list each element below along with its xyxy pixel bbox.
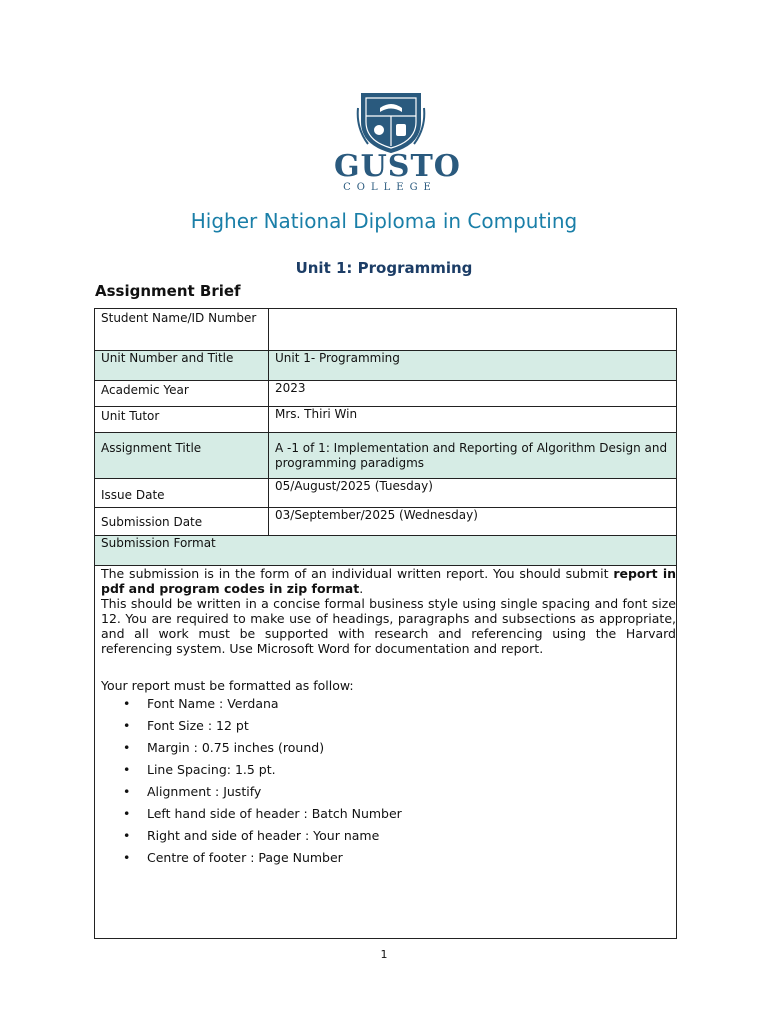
- format-label: Submission Format: [95, 536, 677, 566]
- student-label: Student Name/ID Number: [95, 309, 269, 351]
- table-row-unit: [95, 351, 677, 381]
- table-row-issue: [95, 479, 677, 508]
- bullet-icon: •: [123, 696, 131, 711]
- submission-paragraph-2: This should be written in a concise formal business style using single spacing and font size 12. You are required to make use of headings, paragraphs and subsections as appropriate, and all work must be supported with research and referencing using the Harvard referencing system. Use Microsoft Word for documentation and report.: [101, 596, 676, 656]
- issue-label: Issue Date: [95, 479, 269, 508]
- year-value: 2023: [269, 381, 677, 407]
- bullet-icon: •: [123, 806, 131, 821]
- issue-value: 05/August/2025 (Tuesday): [269, 479, 677, 508]
- college-crest-icon: [356, 88, 426, 154]
- bullet-icon: •: [123, 718, 131, 733]
- assignment-brief-heading: Assignment Brief: [95, 282, 241, 300]
- tutor-label: Unit Tutor: [95, 407, 269, 433]
- format-list: [101, 693, 676, 869]
- assignment-label: Assignment Title: [95, 433, 269, 479]
- table-row-assignment: [95, 433, 677, 479]
- assignment-value: A -1 of 1: Implementation and Reporting of Algorithm Design and programming paradigms: [269, 433, 677, 479]
- table-row-content: [95, 566, 677, 939]
- bullet-icon: •: [123, 762, 131, 777]
- submission-label: Submission Date: [95, 508, 269, 536]
- bullet-icon: •: [123, 784, 131, 799]
- list-item: • Left hand side of header : Batch Number: [101, 803, 676, 825]
- list-item: • Alignment : Justify: [101, 781, 676, 803]
- assignment-brief-table: [94, 308, 677, 939]
- document-title: Higher National Diploma in Computing: [190, 209, 578, 233]
- logo-brand-text: GUSTO: [334, 149, 461, 184]
- submission-paragraph-1: The submission is in the form of an individual written report. You should submit report in pdf and program codes in zip format.: [101, 566, 677, 596]
- logo-sub-text: COLLEGE: [343, 182, 437, 193]
- bullet-icon: •: [123, 740, 131, 755]
- submission-value: 03/September/2025 (Wednesday): [269, 508, 677, 536]
- list-item: • Margin : 0.75 inches (round): [101, 737, 676, 759]
- format-intro: Your report must be formatted as follow:: [101, 678, 354, 693]
- unit-value: Unit 1- Programming: [269, 351, 677, 381]
- college-logo: [334, 88, 461, 196]
- bullet-icon: •: [123, 850, 131, 865]
- list-item: • Line Spacing: 1.5 pt.: [101, 759, 676, 781]
- unit-label: Unit Number and Title: [95, 351, 269, 381]
- page-number: 1: [380, 948, 388, 961]
- submission-emphasis: report in pdf and program codes in zip format: [101, 566, 677, 596]
- table-row-year: [95, 381, 677, 407]
- table-row-format: [95, 536, 677, 566]
- list-item: • Centre of footer : Page Number: [101, 847, 676, 869]
- table-row-student: [95, 309, 677, 351]
- list-item: • Font Size : 12 pt: [101, 715, 676, 737]
- bullet-icon: •: [123, 828, 131, 843]
- submission-content: [95, 566, 677, 939]
- list-item: • Right and side of header : Your name: [101, 825, 676, 847]
- table-row-tutor: [95, 407, 677, 433]
- tutor-value: Mrs. Thiri Win: [269, 407, 677, 433]
- list-item: • Font Name : Verdana: [101, 693, 676, 715]
- student-value: [269, 309, 677, 351]
- unit-heading: Unit 1: Programming: [295, 259, 473, 277]
- year-label: Academic Year: [95, 381, 269, 407]
- table-row-submission: [95, 508, 677, 536]
